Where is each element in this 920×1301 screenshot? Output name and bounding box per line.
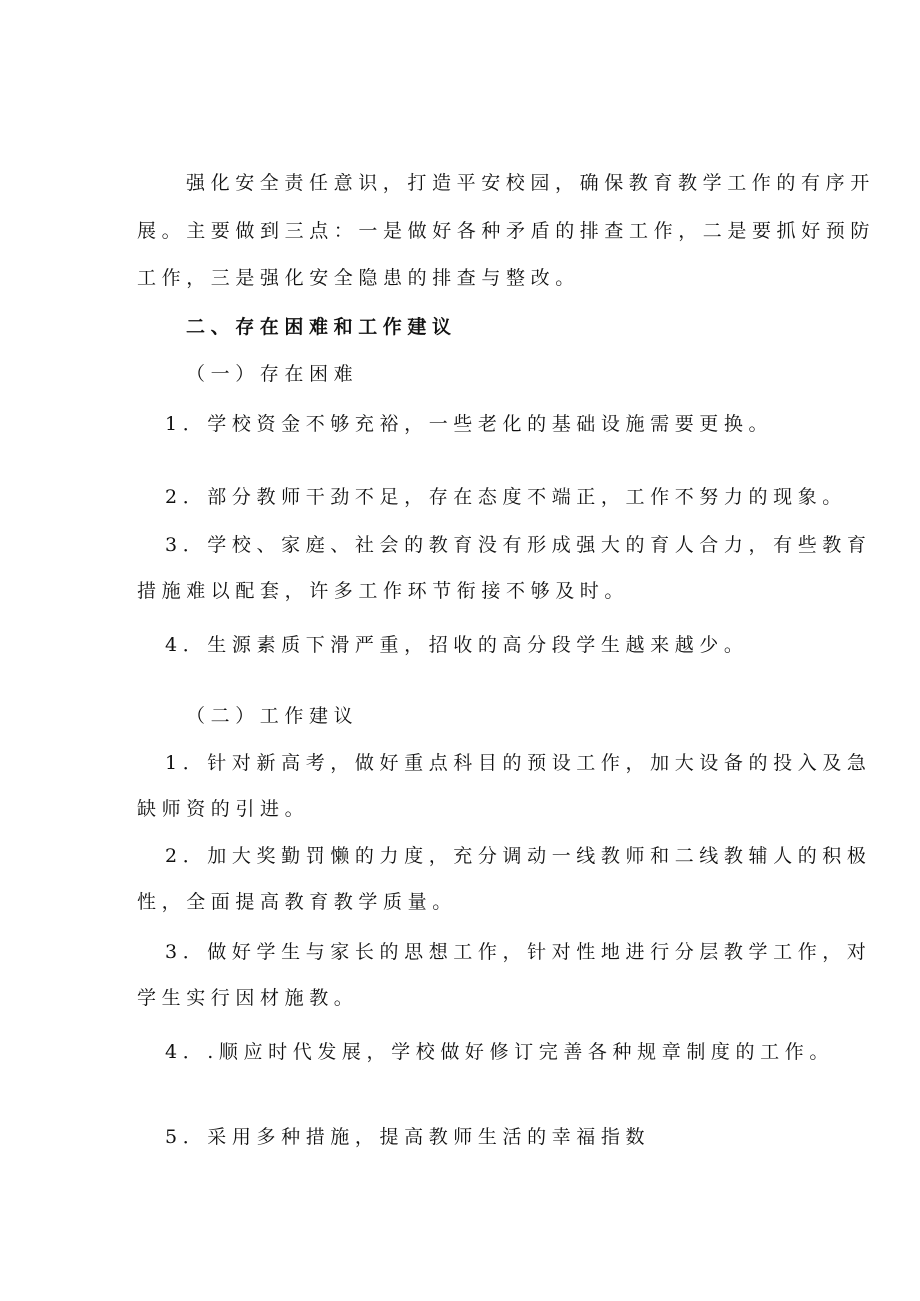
difficulty-item-1: 1．学校资金不够充裕，一些老化的基础设施需要更换。 (165, 413, 774, 435)
suggestion-item-4: 4．.顺应时代发展，学校做好修订完善各种规章制度的工作。 (165, 1041, 834, 1063)
difficulties-title: （一）存在困难 (186, 363, 359, 385)
suggestion-item-2-line-2: 性，全面提高教育教学质量。 (137, 891, 457, 913)
suggestions-title: （二）工作建议 (186, 705, 359, 727)
intro-line-1: 强化安全责任意识，打造平安校园，确保教育教学工作的有序开 (186, 172, 875, 194)
difficulty-item-3-line-2: 措施难以配套，许多工作环节衔接不够及时。 (137, 580, 630, 602)
difficulty-item-4: 4．生源素质下滑严重，招收的高分段学生越来越少。 (165, 634, 749, 656)
suggestion-item-1-line-2: 缺师资的引进。 (137, 798, 310, 820)
intro-line-2: 展。主要做到三点：一是做好各种矛盾的排查工作，二是要抓好预防 (137, 220, 876, 242)
suggestion-item-1-line-1: 1．针对新高考，做好重点科目的预设工作，加大设备的投入及急 (165, 752, 872, 774)
suggestion-item-3-line-1: 3．做好学生与家长的思想工作，针对性地进行分层教学工作，对 (165, 941, 872, 963)
suggestion-item-2-line-1: 2．加大奖勤罚懒的力度，充分调动一线教师和二线教辅人的积极 (165, 845, 872, 867)
suggestion-item-3-line-2: 学生实行因材施教。 (137, 987, 359, 1009)
suggestion-item-5: 5．采用多种措施，提高教师生活的幸福指数 (165, 1126, 651, 1148)
difficulty-item-2: 2．部分教师干劲不足，存在态度不端正，工作不努力的现象。 (165, 486, 847, 508)
section-heading: 二、存在困难和工作建议 (186, 316, 457, 338)
difficulty-item-3-line-1: 3．学校、家庭、社会的教育没有形成强大的育人合力，有些教育 (165, 534, 872, 556)
intro-line-3: 工作，三是强化安全隐患的排查与整改。 (137, 267, 580, 289)
